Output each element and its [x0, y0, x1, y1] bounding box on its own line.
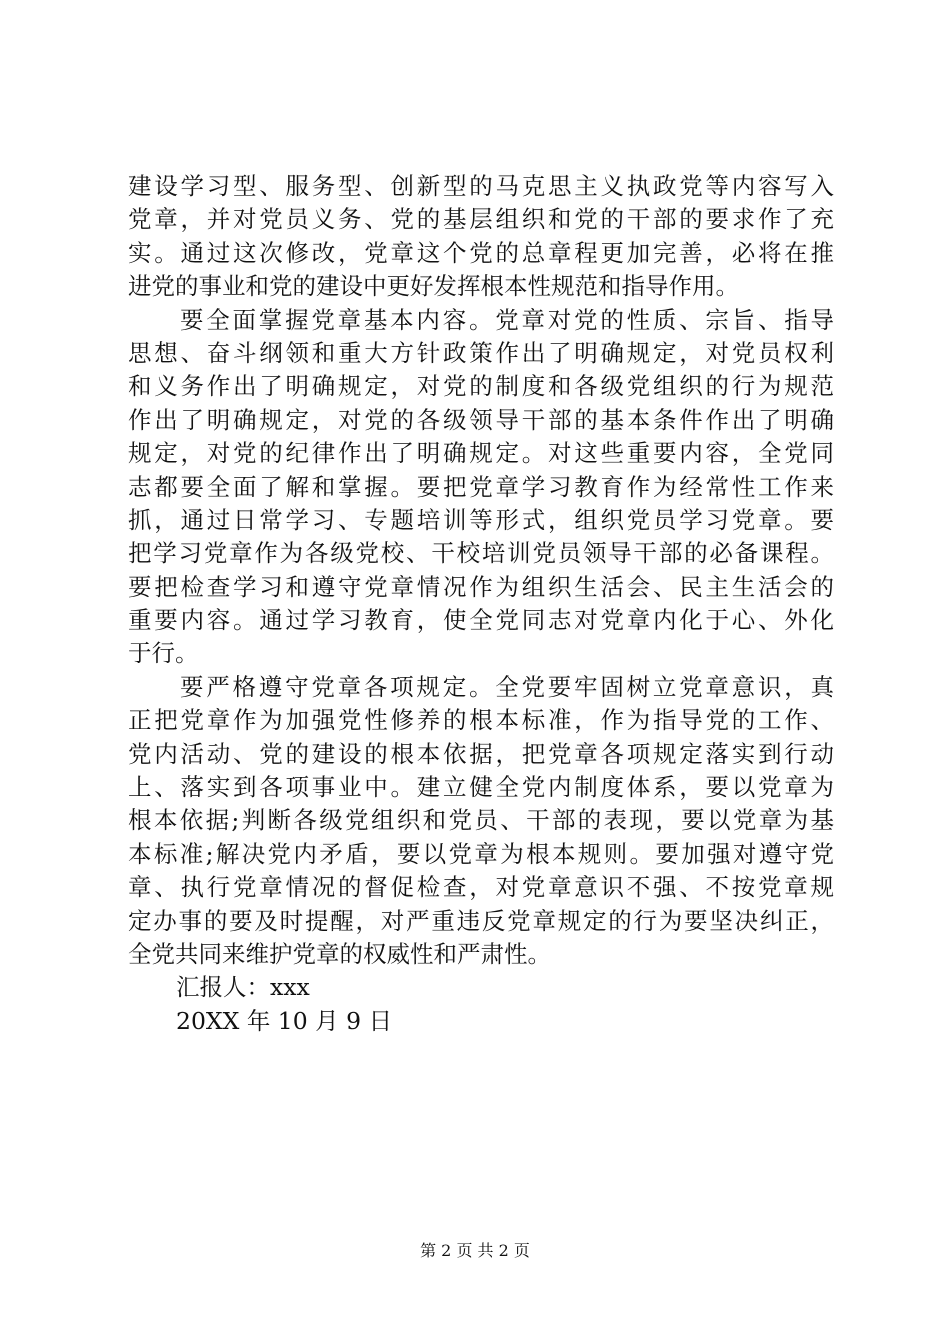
paragraph-line: 进党的事业和党的建设中更好发挥根本性规范和指导作用。	[128, 272, 739, 301]
paragraph	[128, 671, 834, 972]
paragraph-line: 把学习党章作为各级党校、干校培训党员领导干部的必备课程。	[128, 539, 834, 568]
document-body	[128, 170, 834, 1038]
paragraphs	[128, 170, 834, 971]
reporter-line: 汇报人：xxx	[176, 973, 310, 1002]
date-line: 20XX 年 10 月 9 日	[176, 1006, 393, 1035]
paragraph-line: 上、落实到各项事业中。建立健全党内制度体系，要以党章为	[128, 773, 834, 802]
paragraph-line: 根本依据;判断各级党组织和党员、干部的表现，要以党章为基	[128, 806, 834, 835]
paragraph	[128, 170, 834, 304]
paragraph-line: 要把检查学习和遵守党章情况作为组织生活会、民主生活会的	[128, 572, 834, 601]
paragraph-line: 要严格遵守党章各项规定。全党要牢固树立党章意识，真	[180, 672, 834, 701]
page-footer: 第 2 页 共 2 页	[420, 1241, 530, 1260]
paragraph-line: 志都要全面了解和掌握。要把党章学习教育作为经常性工作来	[128, 472, 834, 501]
paragraph-line: 思想、奋斗纲领和重大方针政策作出了明确规定，对党员权利	[128, 338, 834, 367]
paragraph-line: 党章，并对党员义务、党的基层组织和党的干部的要求作了充	[128, 205, 834, 234]
paragraph-line: 党内活动、党的建设的根本依据，把党章各项规定落实到行动	[128, 739, 834, 768]
paragraph-line: 和义务作出了明确规定，对党的制度和各级党组织的行为规范	[128, 372, 834, 401]
paragraph-line: 建设学习型、服务型、创新型的马克思主义执政党等内容写入	[128, 172, 834, 200]
paragraph-line: 作出了明确规定，对党的各级领导干部的基本条件作出了明确	[128, 405, 834, 434]
paragraph-line: 重要内容。通过学习教育，使全党同志对党章内化于心、外化	[128, 606, 834, 635]
paragraph-line: 实。通过这次修改，党章这个党的总章程更加完善，必将在推	[128, 238, 834, 267]
paragraph-line: 正把党章作为加强党性修养的根本标准，作为指导党的工作、	[128, 706, 834, 735]
paragraph-line: 章、执行党章情况的督促检查，对党章意识不强、不按党章规	[128, 873, 834, 902]
paragraph-line: 抓，通过日常学习、专题培训等形式，组织党员学习党章。要	[128, 505, 834, 534]
paragraph-line: 定办事的要及时提醒，对严重违反党章规定的行为要坚决纠正，	[128, 906, 834, 935]
paragraph-line: 全党共同来维护党章的权威性和严肃性。	[128, 939, 551, 968]
paragraph	[128, 304, 834, 671]
paragraph-line: 要全面掌握党章基本内容。党章对党的性质、宗旨、指导	[180, 305, 834, 334]
paragraph-line: 规定，对党的纪律作出了明确规定。对这些重要内容，全党同	[128, 439, 834, 468]
paragraph-line: 于行。	[128, 639, 199, 668]
paragraph-line: 本标准;解决党内矛盾，要以党章为根本规则。要加强对遵守党	[128, 839, 834, 868]
